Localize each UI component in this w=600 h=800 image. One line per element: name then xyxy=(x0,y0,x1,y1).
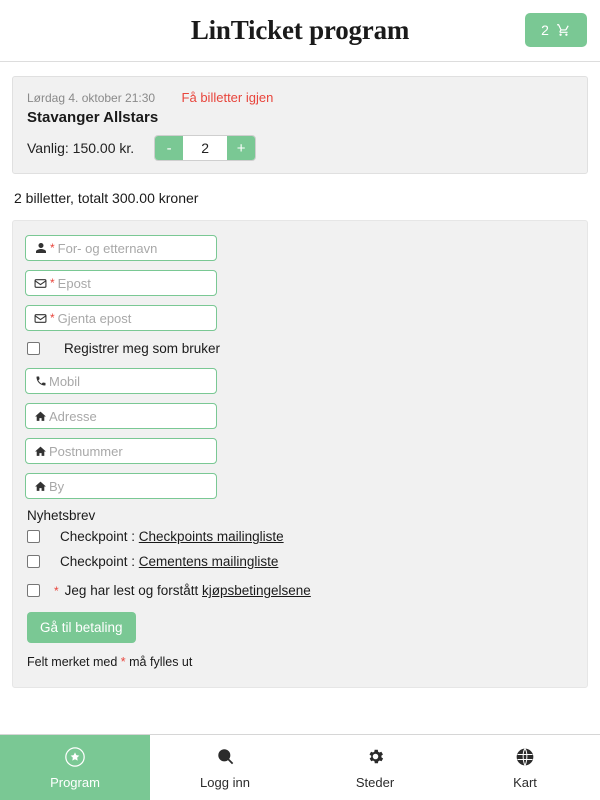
email-field[interactable] xyxy=(25,270,217,296)
globe-icon xyxy=(514,746,536,768)
address-field[interactable] xyxy=(25,403,217,429)
event-meta-row xyxy=(27,89,573,107)
name-field-placeholder: For- og etternavn xyxy=(57,240,158,256)
tab-login-label: Logg inn xyxy=(200,774,250,790)
newsletter-link-1[interactable]: Checkpoints mailingliste xyxy=(138,529,284,544)
tab-program[interactable] xyxy=(0,735,150,800)
register-user-checkbox[interactable] xyxy=(27,342,40,355)
tab-login[interactable] xyxy=(150,735,300,800)
event-title: Stavanger Allstars xyxy=(27,109,159,126)
footnote-mark: * xyxy=(120,655,126,669)
ticket-panel xyxy=(12,76,588,174)
postcode-field-placeholder: Postnummer xyxy=(49,443,123,459)
footnote-after: må fylles ut xyxy=(125,655,193,669)
city-field[interactable] xyxy=(25,473,217,499)
gear-icon xyxy=(364,746,386,768)
page-title: LinTicket program xyxy=(190,15,410,45)
newsletter-row[interactable] xyxy=(27,554,575,569)
availability-warning: Få billetter igjen xyxy=(181,90,274,105)
phone-icon xyxy=(32,375,49,387)
envelope-icon xyxy=(32,312,49,325)
email-field-placeholder: Epost xyxy=(57,275,91,291)
price-row xyxy=(27,135,573,161)
price-label: Vanlig: 150.00 kr. xyxy=(27,140,135,156)
required-fields-note xyxy=(27,655,575,669)
newsletter-link-2[interactable]: Cementens mailingliste xyxy=(138,554,279,569)
newsletter-checkbox-2[interactable] xyxy=(27,555,40,568)
app-header xyxy=(0,0,600,62)
terms-text: Jeg har lest og forstått xyxy=(64,583,202,598)
tab-map-label: Kart xyxy=(513,774,537,790)
mobile-field[interactable] xyxy=(25,368,217,394)
event-date: Lørdag 4. oktober 21:30 xyxy=(27,91,156,105)
terms-checkbox[interactable] xyxy=(27,584,40,597)
quantity-increment-button[interactable]: + xyxy=(227,136,255,160)
address-field-placeholder: Adresse xyxy=(49,408,97,424)
newsletter-prefix-1: Checkpoint : xyxy=(60,529,139,544)
name-field[interactable] xyxy=(25,235,217,261)
newsletter-prefix-2: Checkpoint : xyxy=(60,554,139,569)
footnote-before: Felt merket med xyxy=(27,655,121,669)
mobile-field-placeholder: Mobil xyxy=(49,373,81,389)
tab-map[interactable] xyxy=(450,735,600,800)
home-icon xyxy=(32,480,49,493)
tab-program-label: Program xyxy=(50,774,100,790)
postcode-field[interactable] xyxy=(25,438,217,464)
required-mark: * xyxy=(50,311,55,325)
register-user-row[interactable] xyxy=(27,341,575,356)
envelope-icon xyxy=(32,277,49,290)
home-icon xyxy=(32,445,49,458)
checkout-form-panel xyxy=(12,220,588,688)
terms-label xyxy=(65,583,311,598)
person-icon xyxy=(32,242,49,254)
newsletter-row[interactable] xyxy=(27,529,575,544)
quantity-decrement-button[interactable]: - xyxy=(155,136,183,160)
content-area xyxy=(0,62,600,734)
bottom-tab-bar xyxy=(0,734,600,800)
quantity-stepper[interactable] xyxy=(154,135,256,161)
newsletter-label-2 xyxy=(60,554,278,569)
cart-button[interactable] xyxy=(525,13,587,47)
quantity-input[interactable] xyxy=(183,136,227,160)
city-field-placeholder: By xyxy=(49,478,65,494)
search-icon xyxy=(214,746,236,768)
go-to-payment-button[interactable]: Gå til betaling xyxy=(27,612,136,643)
star-icon xyxy=(64,746,86,768)
register-user-label: Registrer meg som bruker xyxy=(64,341,221,356)
required-mark: * xyxy=(50,276,55,290)
cart-icon xyxy=(556,23,571,37)
email2-field[interactable] xyxy=(25,305,217,331)
tab-places-label: Steder xyxy=(355,774,395,790)
home-icon xyxy=(32,410,49,423)
terms-required-mark: * xyxy=(54,583,59,598)
newsletter-checkbox-1[interactable] xyxy=(27,530,40,543)
required-mark: * xyxy=(50,241,55,255)
order-summary: 2 billetter, totalt 300.00 kroner xyxy=(14,190,199,206)
terms-link[interactable]: kjøpsbetingelsene xyxy=(202,583,311,598)
email2-field-placeholder: Gjenta epost xyxy=(57,310,132,326)
cart-count: 2 xyxy=(541,22,549,38)
newsletter-label-1 xyxy=(60,529,284,544)
newsletter-heading: Nyhetsbrev xyxy=(27,508,96,523)
terms-row[interactable] xyxy=(27,583,575,598)
tab-places[interactable] xyxy=(300,735,450,800)
